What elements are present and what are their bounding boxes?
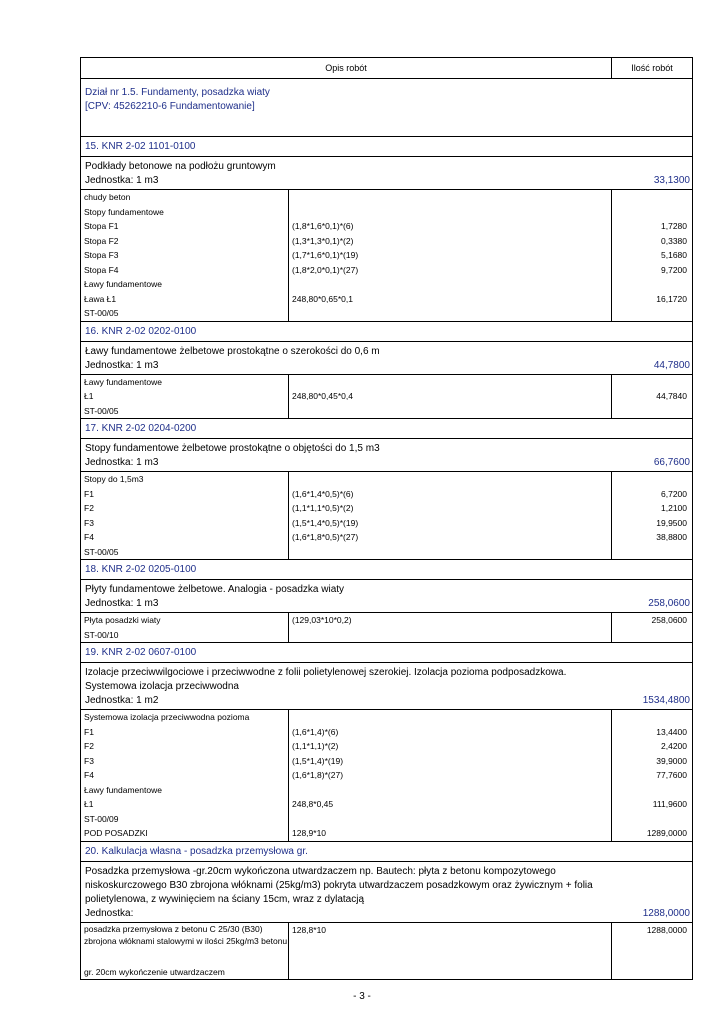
document bbox=[80, 57, 692, 980]
measurement-formulas bbox=[289, 190, 612, 322]
table-header bbox=[81, 58, 693, 79]
measurement-values bbox=[612, 190, 693, 322]
measurement-formula: (1,3*1,3*0,1)*(2) bbox=[292, 235, 354, 246]
measurement-formula bbox=[289, 306, 611, 321]
position-unit: Jednostka: 1 m2 bbox=[85, 695, 159, 706]
measurement-formula: 128,9*10 bbox=[292, 828, 327, 838]
measurement-formula: (129,03*10*0,2) bbox=[292, 615, 352, 625]
position-header bbox=[81, 560, 693, 580]
measurement-block bbox=[81, 374, 693, 419]
unit-line bbox=[81, 907, 692, 922]
measurement-formula bbox=[289, 404, 611, 419]
measurement-formula bbox=[289, 965, 611, 980]
section-title: Dział nr 1.5. Fundamenty, posadzka wiaty bbox=[85, 87, 270, 98]
position-header bbox=[81, 419, 693, 439]
position-description-row bbox=[81, 580, 693, 613]
position-total: 1288,0000 bbox=[642, 907, 690, 919]
measurement-names bbox=[81, 613, 289, 643]
unit-line bbox=[81, 694, 692, 709]
measurement-formula: (1,5*1,4*0,5)*(19) bbox=[292, 517, 359, 528]
measurement-formula: (1,7*1,6*0,1)*(19) bbox=[292, 250, 359, 260]
position-total: 1534,4800 bbox=[642, 695, 690, 706]
description-line: Systemowa izolacja przeciwwodna bbox=[85, 681, 239, 692]
measurement-formula: (1,6*1,4*0,5)*(6) bbox=[292, 488, 354, 499]
measurement-value: 19,9500 bbox=[656, 517, 687, 528]
position-unit: Jednostka: 1 m3 bbox=[85, 457, 159, 468]
measurement-name: Ł1 bbox=[84, 391, 94, 401]
measurement-formulas bbox=[289, 374, 612, 419]
description-line: niskoskurczowego B30 zbrojona włóknami (25kg/m3) pokryta utwardzaczem posadzkowym oraz żywicznym + folia bbox=[85, 879, 593, 891]
unit-line bbox=[81, 359, 692, 374]
position-header bbox=[81, 643, 693, 663]
unit-line bbox=[81, 174, 692, 189]
description-line: Płyty fundamentowe żelbetowe. Analogia - posadzka wiaty bbox=[85, 584, 345, 595]
position-total: 33,1300 bbox=[653, 175, 690, 186]
description-line: polietylenowa, z wywinięciem na ściany 15cm, wraz z dylatacją bbox=[85, 893, 365, 905]
measurement-value: 111,9600 bbox=[652, 799, 687, 809]
measurement-name: F2 bbox=[84, 503, 94, 513]
measurement-formula: (1,6*1,4)*(6) bbox=[292, 726, 339, 737]
measurement-name: Systemowa izolacja przeciwwodna pozioma bbox=[84, 712, 250, 722]
section-heading bbox=[81, 79, 693, 137]
position-header bbox=[81, 137, 693, 157]
measurement-name: Ł1 bbox=[84, 799, 94, 809]
measurement-formula: (1,8*2,0*0,1)*(27) bbox=[292, 264, 359, 275]
measurement-name: Stopa F1 bbox=[84, 221, 119, 231]
measurement-formula: 128,8*10 bbox=[292, 924, 327, 935]
measurement-formulas bbox=[289, 472, 612, 560]
measurement-name: ST-00/05 bbox=[84, 308, 119, 318]
header-description: Opis robót bbox=[81, 58, 612, 79]
measurement-value: 258,0600 bbox=[651, 615, 687, 625]
measurement-names bbox=[81, 922, 289, 980]
position-description bbox=[81, 439, 692, 456]
measurement-names bbox=[81, 472, 289, 560]
measurement-formula bbox=[289, 545, 611, 560]
measurement-value: 13,4400 bbox=[656, 726, 687, 737]
measurement-name: ST-00/10 bbox=[84, 629, 119, 640]
measurement-formulas bbox=[289, 613, 612, 643]
measurement-value: 2,4200 bbox=[661, 741, 687, 751]
position-unit: Jednostka: 1 m3 bbox=[85, 359, 159, 371]
description-line: Stopy fundamentowe żelbetowe prostokątne o objętości do 1,5 m3 bbox=[85, 443, 380, 454]
measurement-formula: (1,5*1,4)*(19) bbox=[292, 755, 344, 766]
description-line: Ławy fundamentowe żelbetowe prostokątne o szerokości do 0,6 m bbox=[85, 345, 380, 357]
position-total: 258,0600 bbox=[648, 598, 690, 609]
measurement-value bbox=[612, 710, 692, 725]
position-title: 15. KNR 2-02 1101-0100 bbox=[85, 141, 196, 152]
measurement-name: chudy beton bbox=[84, 192, 131, 202]
measurement-name: F4 bbox=[84, 770, 94, 780]
measurement-name: ST-00/09 bbox=[84, 813, 119, 824]
measurement-formula: 248,80*0,65*0,1 bbox=[292, 293, 353, 304]
measurement-formula bbox=[289, 375, 611, 390]
section-cpv: [CPV: 45262210-6 Fundamentowanie] bbox=[85, 101, 255, 112]
measurement-values bbox=[612, 922, 693, 980]
position-description-row bbox=[81, 663, 693, 710]
measurement-value: 16,1720 bbox=[656, 293, 687, 304]
position-unit: Jednostka: 1 m3 bbox=[85, 598, 159, 609]
position-header bbox=[81, 321, 693, 341]
measurement-value bbox=[612, 190, 692, 205]
position-description-row bbox=[81, 341, 693, 374]
measurement-value: 1289,0000 bbox=[646, 828, 687, 838]
measurement-name: Ławy fundamentowe bbox=[84, 279, 162, 289]
measurement-value bbox=[612, 628, 692, 643]
measurement-formula bbox=[289, 710, 611, 725]
measurement-name: Stopa F3 bbox=[84, 250, 119, 260]
measurement-formulas bbox=[289, 922, 612, 980]
measurement-name: gr. 20cm wykończenie utwardzaczem bbox=[84, 966, 225, 977]
position-description bbox=[81, 342, 692, 359]
position-title: 17. KNR 2-02 0204-0200 bbox=[85, 423, 197, 434]
measurement-value bbox=[612, 472, 692, 487]
measurement-name: F3 bbox=[84, 517, 94, 528]
measurement-value bbox=[612, 375, 692, 390]
measurement-value bbox=[612, 783, 692, 798]
measurement-block bbox=[81, 710, 693, 842]
measurement-values bbox=[612, 613, 693, 643]
measurement-name: F4 bbox=[84, 532, 94, 542]
measurement-formula bbox=[289, 277, 611, 292]
measurement-formula: 248,80*0,45*0,4 bbox=[292, 391, 353, 401]
measurement-value: 5,1680 bbox=[661, 250, 687, 260]
measurement-formula bbox=[289, 783, 611, 798]
measurement-name: F1 bbox=[84, 726, 94, 737]
measurement-value bbox=[612, 545, 692, 560]
position-title: 18. KNR 2-02 0205-0100 bbox=[85, 564, 197, 575]
position-description bbox=[81, 580, 692, 597]
measurement-formula bbox=[289, 190, 611, 205]
measurement-value bbox=[612, 812, 692, 827]
measurement-name: Płyta posadzki wiaty bbox=[84, 615, 161, 625]
measurement-name: Ławy fundamentowe bbox=[84, 376, 162, 387]
measurement-value: 1288,0000 bbox=[646, 924, 687, 935]
position-description bbox=[81, 663, 692, 694]
description-line: Posadzka przemysłowa -gr.20cm wykończona utwardzaczem np. Bautech: płyta z betonu kompozytowego bbox=[85, 865, 556, 877]
measurement-value: 39,9000 bbox=[656, 755, 687, 766]
position-description bbox=[81, 862, 692, 907]
measurement-name: Stopa F2 bbox=[84, 235, 119, 246]
position-unit: Jednostka: 1 m3 bbox=[85, 175, 159, 186]
position-description bbox=[81, 157, 692, 174]
description-line: Izolacje przeciwwilgociowe i przeciwwodne z folii polietylenowej szerokiej. Izolacja pozioma podposadzkowa. bbox=[85, 667, 567, 678]
measurement-formula: (1,6*1,8)*(27) bbox=[292, 770, 344, 780]
position-title: 16. KNR 2-02 0202-0100 bbox=[85, 325, 197, 337]
measurement-value: 1,2100 bbox=[661, 503, 687, 513]
measurement-value: 0,3380 bbox=[661, 235, 687, 246]
measurement-value bbox=[612, 277, 692, 292]
position-description-row bbox=[81, 439, 693, 472]
measurement-block bbox=[81, 190, 693, 322]
measurement-value: 6,7200 bbox=[661, 488, 687, 499]
position-total: 44,7800 bbox=[653, 359, 690, 371]
measurement-block bbox=[81, 472, 693, 560]
measurement-values bbox=[612, 472, 693, 560]
unit-line bbox=[81, 597, 692, 612]
measurement-value: 9,7200 bbox=[661, 264, 687, 275]
measurement-names bbox=[81, 190, 289, 322]
measurement-name: Ławy fundamentowe bbox=[84, 784, 162, 795]
measurement-formula: (1,1*1,1*0,5)*(2) bbox=[292, 503, 354, 513]
position-title: 19. KNR 2-02 0607-0100 bbox=[85, 647, 197, 658]
measurement-value: 38,8800 bbox=[656, 532, 687, 542]
measurement-formulas bbox=[289, 710, 612, 842]
measurement-name: ST-00/05 bbox=[84, 546, 119, 557]
measurement-value bbox=[612, 965, 692, 980]
measurement-formula: 248,8*0,45 bbox=[292, 799, 334, 809]
description-line: Podkłady betonowe na podłożu gruntowym bbox=[85, 161, 276, 172]
measurement-name: POD POSADZKI bbox=[84, 828, 148, 838]
measurement-block bbox=[81, 613, 693, 643]
measurement-formula: (1,6*1,8*0,5)*(27) bbox=[292, 532, 359, 542]
measurement-name: Stopy fundamentowe bbox=[84, 206, 164, 217]
position-title: 20. Kalkulacja własna - posadzka przemysłowa gr. bbox=[85, 845, 308, 857]
measurement-value bbox=[612, 306, 692, 321]
position-unit: Jednostka: bbox=[85, 907, 134, 919]
measurement-value: 77,7600 bbox=[656, 770, 687, 780]
measurement-values bbox=[612, 710, 693, 842]
header-quantity: Ilość robót bbox=[612, 58, 693, 79]
measurement-names bbox=[81, 710, 289, 842]
measurement-block bbox=[81, 922, 693, 980]
measurement-name: F2 bbox=[84, 741, 94, 751]
measurement-name: F1 bbox=[84, 488, 94, 499]
position-description-row bbox=[81, 157, 693, 190]
position-total: 66,7600 bbox=[653, 457, 690, 468]
measurement-formula bbox=[289, 205, 611, 220]
measurement-name: Ława Ł1 bbox=[84, 293, 117, 304]
measurement-name: Stopy do 1,5m3 bbox=[84, 474, 144, 484]
cost-estimate-table bbox=[80, 57, 693, 980]
measurement-name: posadzka przemysłowa z betonu C 25/30 (B30) zbrojona włóknami stalowymi w ilości 25kg/m3 betonu bbox=[84, 923, 288, 946]
measurement-formula: (1,8*1,6*0,1)*(6) bbox=[292, 221, 354, 231]
measurement-name: Stopa F4 bbox=[84, 264, 119, 275]
position-header bbox=[81, 841, 693, 861]
measurement-value: 1,7280 bbox=[661, 221, 687, 231]
measurement-formula: (1,1*1,1)*(2) bbox=[292, 741, 339, 751]
measurement-value bbox=[612, 205, 692, 220]
unit-line bbox=[81, 456, 692, 471]
measurement-value: 44,7840 bbox=[656, 391, 687, 401]
measurement-formula bbox=[289, 628, 611, 643]
measurement-values bbox=[612, 374, 693, 419]
page-number: - 3 - bbox=[353, 991, 371, 1002]
measurement-name: ST-00/05 bbox=[84, 405, 119, 416]
measurement-value bbox=[612, 404, 692, 419]
measurement-formula bbox=[289, 812, 611, 827]
measurement-name: F3 bbox=[84, 755, 94, 766]
measurement-formula bbox=[289, 472, 611, 487]
measurement-names bbox=[81, 374, 289, 419]
position-description-row bbox=[81, 861, 693, 922]
